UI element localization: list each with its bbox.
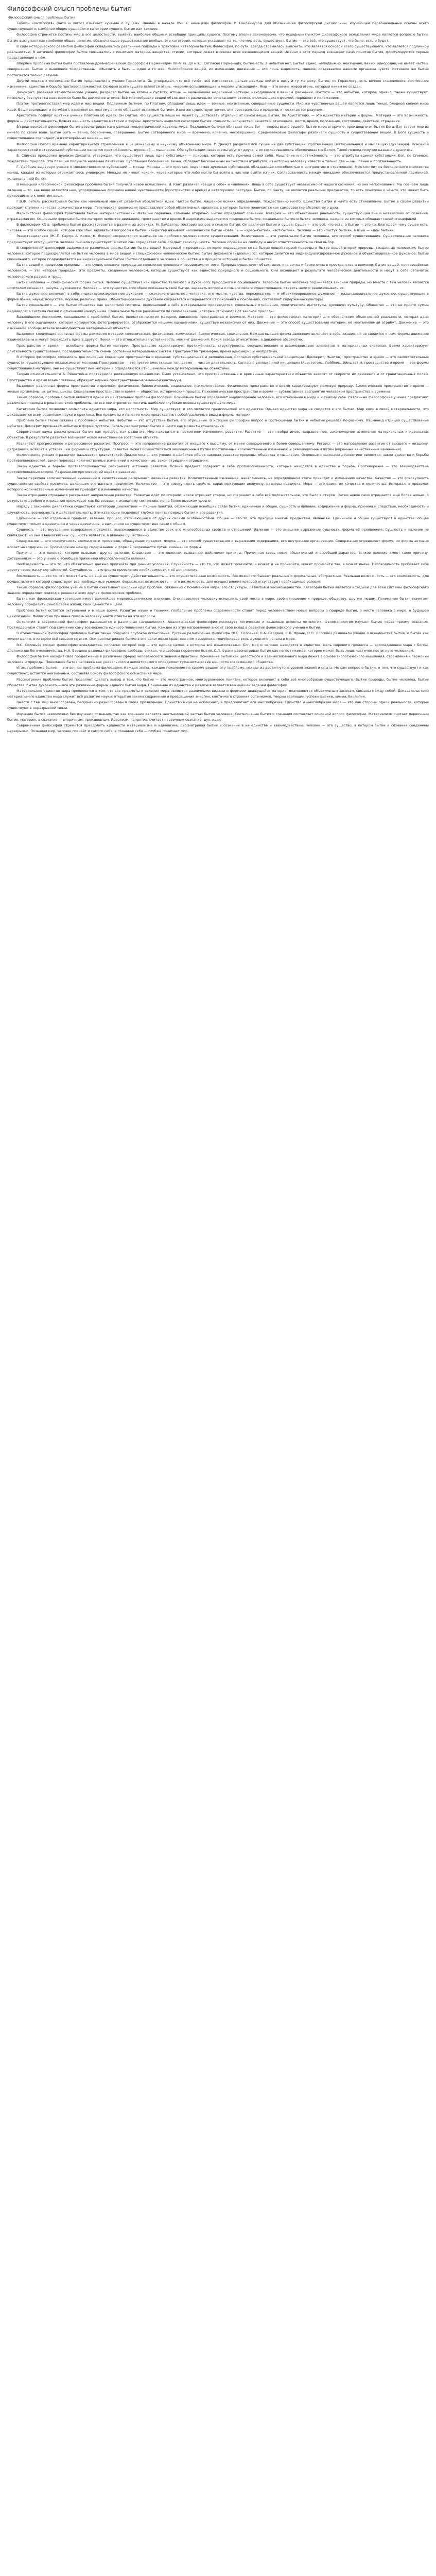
article-body — [7, 21, 429, 734]
paragraph: Единичное — это отдельный предмет, явление, процесс, отличающийся от других своими особенностями. Общее — это то, что присуще многим предметам, явлениям. Единичное и общее существуют в единстве: общее существует только в единичном и через единичное, а единичное не существует вне связи с общим. — [7, 516, 429, 526]
paragraph: В ходе исторического развития философии складывались различные подходы к трактовке категории бытия. Философия, по сути, всегда стремилась выяснить, что является основой всего существующего, что является подлинной реальностью. В античной философии бытие связывалось с понятием материи, вещества, стихии, которые лежат в основе всех изменяющихся вещей. Именно в этот период возникает само понятие бытия, формулируются первые представления о нём. — [7, 44, 429, 60]
paragraph: Важнейшими понятиями, связанными с проблемой бытия, являются понятия материи, движения, пространства и времени. Материя — это философская категория для обозначения объективной реальности, которая дана человеку в его ощущениях, которая копируется, фотографируется, отображается нашими ощущениями, существуя независимо от них. Движение — это способ существования материи, её неотъемлемый атрибут. Движение — это изменение вообще, всякое взаимодействие материальных объектов. — [7, 314, 429, 331]
paragraph: Бытие человека — специфическая форма бытия. Человек существует как единство телесного и духовного, природного и социального. Телесное бытие человека подчиняется законам природы, но вместе с тем человек является носителем сознания, разума, духовности. Человек — это существо, способное осознавать своё бытие, задавать вопросы о смысле своего существования, ставить цели и реализовывать их. — [7, 280, 429, 290]
paragraph: Б. Спиноза преодолел дуализм Декарта, утверждая, что существует лишь одна субстанция — природа, которая есть причина самой себя. Мышление и протяжённость — это атрибуты единой субстанции. Бог, по Спинозе, тождествен природе. Эта позиция получила название пантеизма. Субстанция бесконечна, вечна, обладает бесконечным множеством атрибутов, из которых человеку известны только два — мышление и протяжённость. — [7, 153, 429, 164]
paragraph: В.С. Соловьёв создал философию всеединства, согласно которой мир — это единое целое, в котором всё взаимосвязано. Бог, мир и человек находятся в единстве. Цель мирового процесса — воссоединение мира с Богом, достижение богочеловечества. Н.А. Бердяев развивал философию свободы, считая, что свобода первичнее бытия. С.Л. Франк рассматривал бытие как непостижимое, которое может быть лишь частично постигнуто человеком. — [7, 642, 429, 653]
paragraph: Экзистенциализм (Ж.-П. Сартр, А. Камю, К. Ясперс) сосредоточил внимание на проблеме человеческого существования. Экзистенция — это уникальное бытие человека, его способ существования. Существование человека предшествует его сущности: человек сначала существует, а затем сам определяет себя, создаёт свою сущность. Человек обречён на свободу и несёт ответственность за свой выбор. — [7, 234, 429, 244]
document-page — [0, 0, 436, 734]
paragraph: Онтология в современной философии развивается в различных направлениях. Аналитическая философия исследует логические и языковые аспекты онтологии. Феноменология изучает бытие через призму сознания. Постмодернизм ставит под сомнение саму возможность единого понимания бытия. Каждое из этих направлений вносит свой вклад в развитие философского учения о бытии. — [7, 619, 429, 630]
paragraph: Таким образом, проблема бытия является одной из центральных проблем философии. Понимание бытия определяет мировоззрение человека, его отношение к миру и к самому себе. Различные философские учения предлагают различные подходы к решению этой проблемы, но все они стремятся постичь наиболее глубокие основы существующего мира. — [7, 395, 429, 405]
paragraph: Философия бытия находит своё продолжение в различных сферах человеческого знания и практики. Понимание бытия как целостного и взаимосвязанного мира лежит в основе экологического мышления, стремления к гармонии человека и природы. Понимание бытия человека как уникального и неповторимого определяет гуманистические ценности современного общества. — [7, 654, 429, 665]
paragraph: Выделяют различные формы пространства и времени: физическое, биологическое, социальное, психологическое. Физическое пространство и время характеризуют неживую природу. Биологическое пространство и время — живые организмы, их ритмы, циклы. Социальное пространство и время — общество, исторический процесс. Психологическое пространство и время — субъективное восприятие человеком пространства и времени. — [7, 383, 429, 394]
paragraph: Бытие вещей и процессов природы — это существование природы до появления человека и независимо от него. Природа существует объективно, она вечна и бесконечна в пространстве и времени. Бытие вещей, произведённых человеком, — это «вторая природа». Это предметы, созданные человеком, которые существуют как единство природного и социального. Они возникают в результате человеческой деятельности и несут в себе отпечаток человеческого разума и труда. — [7, 263, 429, 279]
paragraph: Другой подход к пониманию бытия представлен в учении Гераклита. Он утверждал, что всё течёт, всё изменяется, нельзя дважды войти в одну и ту же реку. Бытие, по Гераклиту, есть вечное становление, постоянное изменение, единство и борьба противоположностей. Основой всего сущего является огонь, «мерами вспыхивающий и мерами угасающий». Мир — это вечно живой огонь, который никем не создан. — [7, 78, 429, 89]
paragraph: Аристотель подверг критике учение Платона об идеях. Он считал, что сущность вещи не может существовать отдельно от самой вещи. Бытие, по Аристотелю, — это единство материи и формы. Материя — это возможность, форма — действительность. Всякая вещь есть единство материи и формы. Аристотель выделил категории бытия: сущность, количество, качество, отношение, место, время, положение, состояние, действие, страдание. — [7, 113, 429, 123]
paragraph: Вместе с тем мир многообразен, бесконечно разнообразен в своих проявлениях. Единство мира не исключает, а предполагает его многообразие. Единство и многообразие мира — это две стороны одной реальности, которые существуют в неразрывной связи. — [7, 700, 429, 710]
paragraph: В истории философии сложились две основные концепции пространства и времени: субстанциальная и реляционная. Согласно субстанциальной концепции (Демокрит, Ньютон), пространство и время — это самостоятельные сущности, существующие независимо от материи. Пространство — это пустое вместилище тел, время — чистая длительность. Согласно реляционной концепции (Аристотель, Лейбниц, Эйнштейн), пространство и время — это формы существования материи, они не существуют вне материи и определяются отношениями между материальными объектами. — [7, 354, 429, 371]
paragraph: Г.В.Ф. Гегель рассматривал бытие как начальный момент развития абсолютной идеи. Чистое бытие, лишённое всяких определений, тождественно ничто. Единство бытия и ничто есть становление. Бытие в своём развитии проходит ступени качества, количества и меры. Гегелевская философия представляет собой объективный идеализм, в котором бытие понимается как саморазвитие абсолютного духа. — [7, 199, 429, 210]
paragraph: В немецкой классической философии проблема бытия получила новое осмысление. И. Кант различал «вещи в себе» и «явления». Вещь в себе существует независимо от нашего сознания, но она непознаваема. Мы познаём лишь явления — то, как вещи являются нам, упорядоченные формами нашей чувственности (пространство и время) и категориями рассудка. Бытие, по Канту, не является реальным предикатом, то есть понятием о чём-то, что может быть присоединено к понятию вещи. — [7, 182, 429, 198]
paragraph: Закон единства и борьбы противоположностей раскрывает источник развития. Всякий предмет содержит в себе противоположности, которые находятся в единстве и борьбе. Противоречие — это взаимодействие противоположных сторон. Разрешение противоречий ведёт к развитию. — [7, 464, 429, 474]
paragraph: Теория относительности А. Эйнштейна подтвердила реляционную концепцию. Было установлено, что пространственные и временные характеристики объектов зависят от скорости их движения и от гравитационных полей. Пространство и время взаимосвязаны, образуют единый пространственно-временной континуум. — [7, 372, 429, 382]
paragraph: Возможность — это то, что может быть, но ещё не существует. Действительность — это осуществлённая возможность. Возможности бывают реальные и формальные, абстрактные. Реальная возможность — это возможность, для осуществления которой существуют все необходимые условия. Формальная возможность — это возможность, для осуществления которой отсутствуют необходимые условия. — [7, 573, 429, 584]
paragraph: Наряду с законами диалектики существуют категории диалектики — парные понятия, отражающие всеобщие связи бытия: единичное и общее, сущность и явление, содержание и форма, причина и следствие, необходимость и случайность, возможность и действительность. Эти категории позволяют глубже понять природу бытия и его развития. — [7, 504, 429, 515]
paragraph: Причина — это явление, которое вызывает другое явление. Следствие — это явление, вызванное действием причины. Причинная связь носит объективный и всеобщий характер. Всякое явление имеет свою причину. Детерминизм — это учение о всеобщей причинной обусловленности явлений. — [7, 550, 429, 561]
paragraph: Современная философия стремится преодолеть крайности материализма и идеализма, рассматривая бытие и сознание в их единстве и взаимодействии. Человек — это существо, в котором бытие и сознание соединены неразрывно. Познавая мир, человек познаёт и самого себя, а познавая себя — глубже понимает мир. — [7, 723, 429, 734]
paragraph: Закон отрицания отрицания раскрывает направление развития. Развитие идёт по спирали: новое отрицает старое, но сохраняет в себе всё положительное, что было в старом. Затем новое само отрицается ещё более новым. В результате двойного отрицания происходит как бы возврат к исходному состоянию, но на более высоком уровне. — [7, 493, 429, 503]
paragraph: Пространство и время — всеобщие формы бытия материи. Пространство характеризует протяжённость, структурность, сосуществование и взаимодействие элементов в материальных системах. Время характеризует длительность существования, последовательность смены состояний материальных систем. Пространство трёхмерно, время одномерно и необратимо. — [7, 343, 429, 353]
paragraph: Сущность — это внутреннее содержание предмета, выражающееся в единстве всех его многообразных свойств и отношений. Явление — это внешнее выражение сущности, форма её проявления. Сущность и явление не совпадают, но они взаимосвязаны: сущность является, а явление существенно. — [7, 528, 429, 538]
page-title: Философский смысл проблемы бытия — [7, 5, 131, 12]
paragraph: Проблема бытия остаётся актуальной и в наше время. Развитие науки и техники, глобальные проблемы современности ставят перед человечеством новые вопросы о природе бытия, о месте человека в мире, о будущем цивилизации. Философия призвана помочь человеку найти ответы на эти вопросы. — [7, 608, 429, 618]
paragraph: В философии XX в. проблема бытия рассматривается в различных аспектах. М. Хайдеггер поставил вопрос о смысле бытия. Он различал бытие и сущее. Сущее — это всё, что есть, а бытие — это то, благодаря чему сущее есть. Человек — это особое сущее, которое способно задаваться вопросом о бытии. Хайдеггер называет человеческое бытие «Dasein» — «здесь-бытие», «вот-бытие». Человек — это «пастух бытия», а язык — «дом бытия». — [7, 223, 429, 233]
paragraph: Содержание — это совокупность элементов и процессов, образующих предмет. Форма — это способ существования и выражения содержания, его внутренняя организация. Содержание определяет форму, но форма активно влияет на содержание. Противоречие между содержанием и формой разрешается путём изменения формы. — [7, 539, 429, 549]
paragraph: Современная наука рассматривает бытие как процесс, как развитие. Мир находится в постоянном изменении, развитии. Развитие — это необратимое, направленное, закономерное изменение материальных и идеальных объектов. В результате развития возникает новое качественное состояние объекта. — [7, 430, 429, 440]
paragraph: Философия Нового времени характеризуется стремлением к рационализму и научному объяснению мира. Р. Декарт разделил всё сущее на две субстанции: протяжённую (материальную) и мыслящую (духовную). Основной характеристикой материальной субстанции является протяжённость, духовной — мышление. Обе субстанции независимы друг от друга, а их согласованность обеспечивается Богом. Такой подход получил название дуализма. — [7, 142, 429, 152]
paragraph: Необходимость — это то, что обязательно должно произойти при данных условиях. Случайность — это то, что может произойти, а может и не произойти, может произойти так, а может иначе. Необходимость пробивает себе дорогу через массу случайностей. Случайность — это форма проявления необходимости и её дополнение. — [7, 562, 429, 572]
paragraph: Термин «онтология» (онто и логос) означает «учение о сущем». Введён в начале XVII в. немецким философом Р. Гоклениусом для обозначения философской дисциплины, изучающей первоначальные основы всего существующего, наиболее общие сущности и категории сущего, бытие как таковое. — [7, 21, 429, 31]
paragraph: Материальное единство мира проявляется в том, что все предметы и явления мира являются различными видами и формами движущейся материи, подчиняются объективным законам, связаны между собой. Доказательством материального единства мира служит всё развитие науки: открытие закона сохранения и превращения энергии, клеточного строения организмов, теории эволюции, успехи физики, химии, биологии. — [7, 688, 429, 699]
paragraph: Впервые проблема бытия была поставлена древнегреческим философом Парменидом (VI–V вв. до н.э.). Согласно Пармениду, бытие есть, а небытия нет. Бытие едино, неподвижно, неизменно, вечно, однородно, не имеет частей, совершенно. Бытие и мышление тождественны: «Мыслить и быть — одно и то же». Многообразие вещей, их изменение, движение — это лишь видимость, мнение, создаваемое нашими органами чувств. Истинное же бытие постигается только разумом. — [7, 61, 429, 77]
paragraph: Категория бытия позволяет осмыслить единство мира, его целостность. Мир существует, и это является предпосылкой его единства. Однако единство мира не сводится к его бытию. Мир един в своей материальности, что доказывается всем развитием науки и практики. Все предметы и явления мира представляют собой различные виды и формы материи. — [7, 406, 429, 417]
paragraph: В отечественной философии проблема бытия также получила глубокое осмысление. Русские религиозные философы (В.С. Соловьёв, Н.А. Бердяев, С.Л. Франк, Н.О. Лосский) развивали учение о всеединстве бытия, о бытии как живом целом, в котором всё связано со всем. Они рассматривали бытие в его религиозно-нравственном измерении, подчёркивая роль духовного начала в мире. — [7, 631, 429, 641]
paragraph: В средневековой философии бытие рассматривается в рамках теоцентрической картины мира. Подлинным бытием обладает лишь Бог — творец всего сущего. Бытие мира вторично, производно от бытия Бога. Бог творит мир из ничего по своей воле. Бытие Бога — вечно, бесконечно, совершенно. Бытие сотворённого мира — временно, конечно, несовершенно. Средневековые философы различали сущность и существование вещей. В Боге сущность и существование совпадают, а в сотворённых вещах — нет. — [7, 125, 429, 141]
paragraph: Итак, проблема бытия — это вечная проблема философии. Каждая эпоха, каждое поколение по-своему решает эту проблему, исходя из достигнутого уровня знаний и опыта. Но сам вопрос о бытии, о том, что существует и как существует, остаётся неизменным, составляя основу философского осмысления мира. — [7, 666, 429, 676]
paragraph: Таким образом, философское учение о бытии охватывает широкий круг проблем, связанных с пониманием мира, его структуры, развития и закономерностей. Категория бытия является исходной для всей системы философского знания, определяет подход к решению всех других философских проблем. — [7, 585, 429, 596]
paragraph: Философия стремится постичь мир в его целостности, выявить наиболее общие и всеобщие принципы сущего. Поэтому вполне закономерно, что исходным пунктом философского осмысления мира является вопрос о бытии. Бытие выступает как наиболее общее понятие, обозначающее существование вообще. Это категория, которая указывает на то, что мир есть, существует. Бытие — это всё, что существует, что было, есть и будет. — [7, 32, 429, 43]
paragraph: В современной философии выделяются различные формы бытия: бытие вещей (природы) и процессов, которое подразделяется на бытие вещей первой природы и бытие вещей второй природы, созданных человеком; бытие человека, которое подразделяется на бытие человека в мире вещей и специфически человеческое бытие; бытие духовного (идеального), которое делится на индивидуализированное духовное и объективированное духовное; бытие социального, которое подразделяется на индивидуальное бытие (бытие отдельного человека в обществе и в процессе истории) и бытие общества. — [7, 245, 429, 262]
paragraph: Бытие как философская категория имеет важнейшее мировоззренческое значение. Оно позволяет человеку осмыслить своё место в мире, своё отношение к природе, обществу, другим людям. Понимание бытия помогает человеку определить смысл своей жизни, свои ценности и цели. — [7, 597, 429, 607]
paragraph: Различают прогрессивное и регрессивное развитие. Прогресс — это направление развития от низшего к высшему, от менее совершенного к более совершенному. Регресс — это направление развития от высшего к низшему, деградация, возврат к устаревшим формам и структурам. Развитие может осуществляться эволюционным путём (постепенные количественные изменения) и революционным путём (коренные качественные изменения). — [7, 441, 429, 451]
paragraph: Рассмотрение проблемы бытия позволяет сделать вывод о том, что бытие — это многогранное, многоуровневое понятие, которое включает в себя всё многообразие существующего. Бытие природы, бытие человека, бытие общества, бытие духовного — всё это различные формы единого бытия мира. Понимание их единства и различия является важнейшей задачей философии. — [7, 677, 429, 687]
paragraph: Платон противопоставил мир идей и мир вещей. Подлинным бытием, по Платону, обладают лишь идеи — вечные, неизменные, совершенные сущности. Мир же чувственных вещей является лишь тенью, бледной копией мира идей. Вещи возникают и погибают, изменяются, поэтому они не обладают истинным бытием. Идеи же существуют вечно, вне пространства и времени, и постигаются разумом. — [7, 101, 429, 112]
paragraph: Бытие духовного включает в себя индивидуализированное духовное — сознание отдельного человека, его мысли, чувства, переживания, — и объективированное духовное — надындивидуальное духовное, существующее в форме языка, науки, искусства, морали, религии, права. Объективированное духовное сохраняется и передаётся от поколения к поколению, составляет содержание культуры. — [7, 292, 429, 302]
paragraph: Изучение бытия невозможно без изучения сознания, так как сознание является неотъемлемой частью бытия человека. Соотношение бытия и сознания составляет основной вопрос философии. Материализм считает первичным бытие, материю, а сознание — вторичным, производным. Идеализм, напротив, считает первичным сознание, дух, идею. — [7, 711, 429, 722]
paragraph: Г. Лейбниц выдвинул учение о множественности субстанций — монад. Монада — это простая, неделимая духовная субстанция, обладающая способностью к восприятию и стремлению. Мир состоит из бесконечного множества монад, каждая из которых отражает весь универсум. Монады не имеют «окон», через которые что-либо могло бы войти в них или выйти из них. Согласованность между монадами обеспечивается предустановленной гармонией, установленной Богом. — [7, 165, 429, 181]
paragraph: Проблема бытия тесно связана с проблемой небытия. Небытие — это отсутствие бытия, его отрицание. В истории философии вопрос о соотношении бытия и небытия решался по-разному. Парменид отрицал существование небытия, Демокрит признавал небытие в форме пустоты, Гегель рассматривал бытие и ничто как моменты становления. — [7, 418, 429, 429]
paragraph: Марксистская философия трактовала бытие материалистически. Материя первична, сознание вторично. Бытие определяет сознание. Материя — это объективная реальность, существующая вне и независимо от сознания, отражаемая им. Основными формами бытия материи являются движение, пространство и время. В марксизме выделяются природное бытие, социальное бытие и бытие человека, каждое из которых обладает своей спецификой. — [7, 211, 429, 221]
paragraph: Демокрит, развивая атомистическое учение, разделял бытие на атомы и пустоту. Атомы — мельчайшие неделимые частицы, находящиеся в вечном движении. Пустота — это небытие, которое, однако, также существует, поскольку без пустоты невозможно было бы движение атомов. Всё многообразие вещей объясняется различными сочетаниями атомов, отличающихся формой, порядком и положением. — [7, 90, 429, 100]
paragraph: Философское учение о развитии называется диалектикой. Диалектика — это учение о наиболее общих законах развития природы, общества и мышления. Основными законами диалектики являются: закон единства и борьбы противоположностей, закон перехода количественных изменений в качественные, закон отрицания отрицания. — [7, 452, 429, 463]
section-subtitle: Философский смысл проблемы бытия — [8, 15, 76, 20]
paragraph: Выделяют следующие основные формы движения материи: механическая, физическая, химическая, биологическая, социальная. Каждая высшая форма движения включает в себя низшие, но не сводится к ним. Формы движения взаимосвязаны и могут переходить одна в другую. Покой — это относительная устойчивость, момент движения. Покой всегда относителен, а движение абсолютно. — [7, 332, 429, 342]
paragraph: Закон перехода количественных изменений в качественные раскрывает механизм развития. Количественные изменения, накапливаясь, на определённом этапе приводят к изменению качества. Качество — это совокупность существенных свойств предмета, делающих его данным предметом. Количество — это совокупность свойств, характеризующих величину, размеры предмета. Мера — это единство качества и количества, интервал, в пределах которого количественные изменения не приводят к изменению качества. — [7, 476, 429, 492]
paragraph: Бытие социального — это бытие общества как целостной системы, включающей в себя материальное производство, социальные отношения, политические институты, духовную культуру. Общество — это не просто сумма индивидов, а система связей и отношений между ними. Социальное бытие развивается по своим законам, которые отличаются от законов природы. — [7, 303, 429, 313]
